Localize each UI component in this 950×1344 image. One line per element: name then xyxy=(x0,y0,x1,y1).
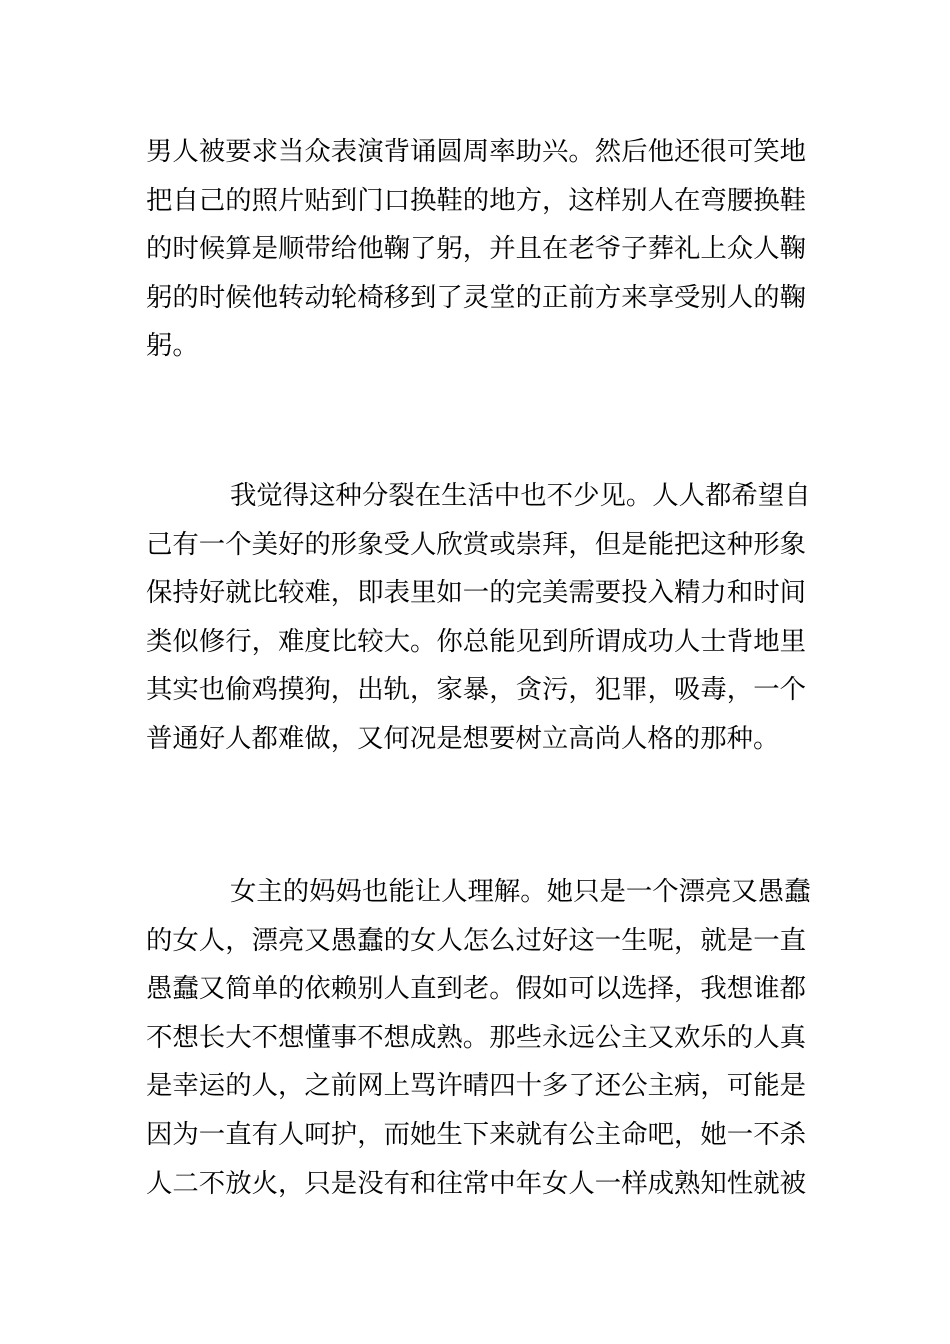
text-line: 的时候算是顺带给他鞠了躬，并且在老爷子葬礼上众人鞠 xyxy=(146,233,806,265)
text-line: 己有一个美好的形象受人欣赏或崇拜，但是能把这种形象 xyxy=(146,528,806,560)
text-line: 把自己的照片贴到门口换鞋的地方，这样别人在弯腰换鞋 xyxy=(146,184,806,216)
text-line: 其实也偷鸡摸狗，出轨，家暴，贪污，犯罪，吸毒，一个 xyxy=(146,674,806,706)
text-line: 不想长大不想懂事不想成熟。那些永远公主又欢乐的人真 xyxy=(146,1021,806,1053)
paragraph-1 xyxy=(146,128,806,371)
text-line: 是幸运的人，之前网上骂许晴四十多了还公主病，可能是 xyxy=(146,1070,806,1102)
text-line: 躬的时候他转动轮椅移到了灵堂的正前方来享受别人的鞠 xyxy=(146,281,806,313)
text-line: 我觉得这种分裂在生活中也不少见。人人都希望自 xyxy=(230,480,811,511)
text-line: 类似修行，难度比较大。你总能见到所谓成功人士背地里 xyxy=(146,625,806,657)
text-line: 普通好人都难做，又何况是想要树立高尚人格的那种。 xyxy=(146,722,780,754)
text-line: 躬。 xyxy=(146,330,199,362)
text-line: 的女人，漂亮又愚蠢的女人怎么过好这一生呢，就是一直 xyxy=(146,924,806,956)
text-line: 因为一直有人呵护，而她生下来就有公主命吧，她一不杀 xyxy=(146,1118,806,1150)
text-line: 女主的妈妈也能让人理解。她只是一个漂亮又愚蠢 xyxy=(230,876,811,907)
text-line: 保持好就比较难，即表里如一的完美需要投入精力和时间 xyxy=(146,577,806,609)
paragraph-2 xyxy=(146,472,811,764)
text-line: 男人被要求当众表演背诵圆周率助兴。然后他还很可笑地 xyxy=(146,136,806,167)
text-line: 人二不放火，只是没有和往常中年女人一样成熟知性就被 xyxy=(146,1167,806,1199)
paragraph-3 xyxy=(146,868,811,1208)
text-line: 愚蠢又简单的依赖别人直到老。假如可以选择，我想谁都 xyxy=(146,973,806,1005)
